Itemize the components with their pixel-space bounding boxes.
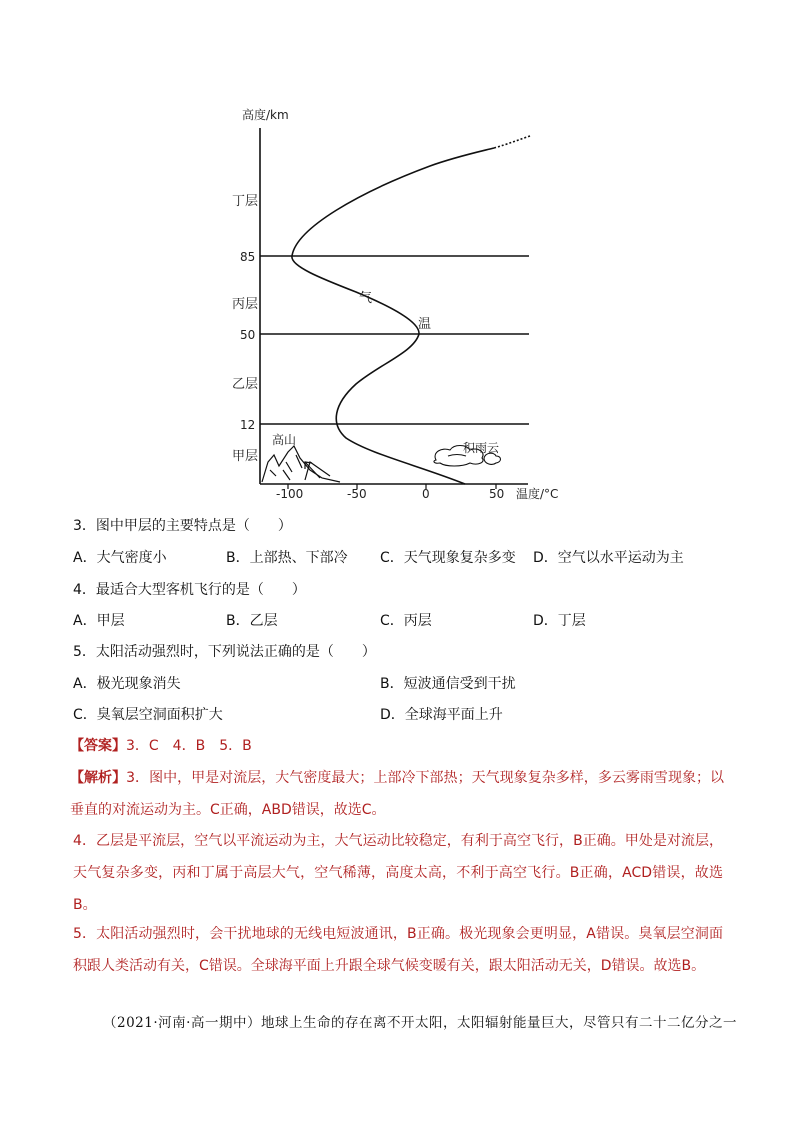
q5-option-d[interactable]: D．全球海平面上升	[380, 707, 503, 723]
next-question-intro: （2021·河南·高一期中）地球上生命的存在离不开太阳，太阳辐射能量巨大，尽管只有二十二亿分之一	[103, 1015, 737, 1031]
analysis-paragraph-4: 4．乙层是平流层，空气以平流运动为主，大气运动比较稳定，有利于高空飞行，B正确。甲处是对流层，天气复杂多变，丙和丁属于高层大气，空气稀薄，高度太高，不利于高空飞行。B正确，ACD错误，故选B。	[73, 833, 723, 913]
layer-label: 丁层	[232, 194, 259, 209]
x-tick-label: 50	[489, 487, 505, 501]
x-axis-title: 温度/°C	[516, 487, 559, 501]
analysis-3-text: 3．图中，甲是对流层，大气密度最大；上部冷下部热；天气现象复杂多样，多云雾雨雪现象；以垂直的对流运动为主。C正确，ABD错误，故选C。	[70, 770, 725, 818]
temperature-curve	[292, 148, 494, 484]
analysis-paragraph-5: 5．太阳活动强烈时，会干扰地球的无线电短波通讯，B正确。极光现象会更明显，A错误。臭氧层空洞面积跟人类活动有关，C错误。全球海平面上升跟全球气候变暖有关，跟太阳活动无关，D错误。故选B。	[73, 926, 723, 974]
answer-line	[70, 736, 252, 756]
x-tick-label: -50	[347, 487, 367, 501]
layer-label: 乙层	[232, 377, 259, 392]
q3-option-a[interactable]: A．大气密度小	[73, 550, 167, 566]
q3-option-b[interactable]: B．上部热、下部冷	[226, 550, 348, 566]
atmosphere-temperature-diagram	[0, 0, 794, 510]
q4-option-b[interactable]: B．乙层	[226, 613, 278, 629]
q5-option-b[interactable]: B．短波通信受到干扰	[380, 676, 516, 692]
analysis-paragraph-3	[70, 762, 724, 826]
y-tick-label: 50	[240, 328, 256, 342]
temperature-curve-dotted	[494, 136, 530, 148]
layer-label: 丙层	[232, 297, 259, 312]
x-tick-label: -100	[276, 487, 304, 501]
y-tick-label: 85	[240, 250, 256, 264]
q3-option-c[interactable]: C．天气现象复杂多变	[380, 550, 516, 566]
mountain-illustration	[262, 446, 340, 482]
question-5-stem: 5．太阳活动强烈时，下列说法正确的是（ ）	[73, 644, 376, 660]
cloud-label: 积雨云	[463, 441, 500, 455]
analysis-label: 【解析】	[70, 770, 127, 786]
y-axis-title: 高度/km	[242, 108, 289, 122]
question-4-stem: 4．最适合大型客机飞行的是（ ）	[73, 582, 306, 598]
q5-option-c[interactable]: C．臭氧层空洞面积扩大	[73, 707, 223, 723]
curve-label: 温	[418, 317, 432, 332]
curve-label: 气	[359, 291, 373, 306]
q4-option-c[interactable]: C．丙层	[380, 613, 432, 629]
q4-option-a[interactable]: A．甲层	[73, 613, 125, 629]
q3-option-d[interactable]: D．空气以水平运动为主	[533, 550, 684, 566]
y-tick-label: 12	[240, 418, 256, 432]
answer-text: 3．C 4．B 5．B	[126, 738, 252, 754]
answer-label: 【答案】	[70, 738, 126, 754]
layer-label: 甲层	[232, 449, 259, 464]
mountain-label: 高山	[272, 433, 297, 447]
x-tick-label: 0	[422, 487, 430, 501]
question-3-stem: 3．图中甲层的主要特点是（ ）	[73, 518, 292, 534]
q4-option-d[interactable]: D．丁层	[533, 613, 586, 629]
q5-option-a[interactable]: A．极光现象消失	[73, 676, 181, 692]
